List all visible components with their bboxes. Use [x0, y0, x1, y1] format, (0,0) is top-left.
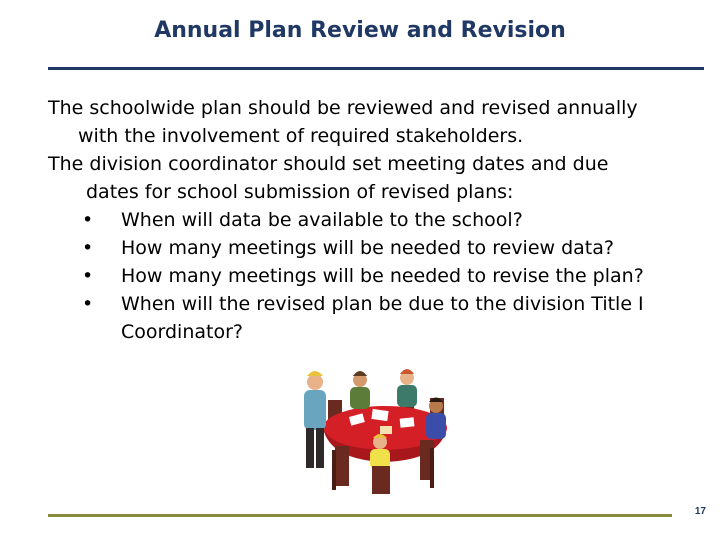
- paragraph-dates: [48, 150, 668, 206]
- slide-title: Annual Plan Review and Revision: [154, 18, 566, 43]
- list-item: [48, 262, 668, 290]
- list-item-text: When will data be available to the school?: [121, 209, 523, 231]
- slide-body: [48, 94, 668, 346]
- list-item-text: How many meetings will be needed to revise the plan?: [121, 265, 644, 287]
- paragraph-dates-line1: The division coordinator should set meeting dates and due: [48, 153, 609, 175]
- page-number: 17: [694, 506, 706, 517]
- title-divider: [48, 67, 704, 70]
- list-item-text: How many meetings will be needed to review data?: [121, 237, 614, 259]
- paragraph-review: [48, 94, 668, 150]
- bullet-marker: •: [82, 293, 94, 315]
- list-item: [48, 290, 668, 346]
- paragraph-review-line1: The schoolwide plan should be reviewed and revised annually: [48, 97, 638, 119]
- bullet-marker: •: [82, 209, 94, 231]
- meeting-clipart-icon: [280, 360, 500, 500]
- bullet-marker: •: [82, 237, 94, 259]
- list-item: [48, 234, 668, 262]
- list-item: [48, 206, 668, 234]
- bullet-marker: •: [82, 265, 94, 287]
- list-item-text: When will the revised plan be due to the division Title I Coordinator?: [121, 293, 644, 343]
- paragraph-review-line2: with the involvement of required stakeholders.: [78, 125, 524, 147]
- question-list: [48, 206, 668, 346]
- footer-divider: [48, 514, 672, 517]
- paragraph-dates-line2: dates for school submission of revised plans:: [86, 181, 514, 203]
